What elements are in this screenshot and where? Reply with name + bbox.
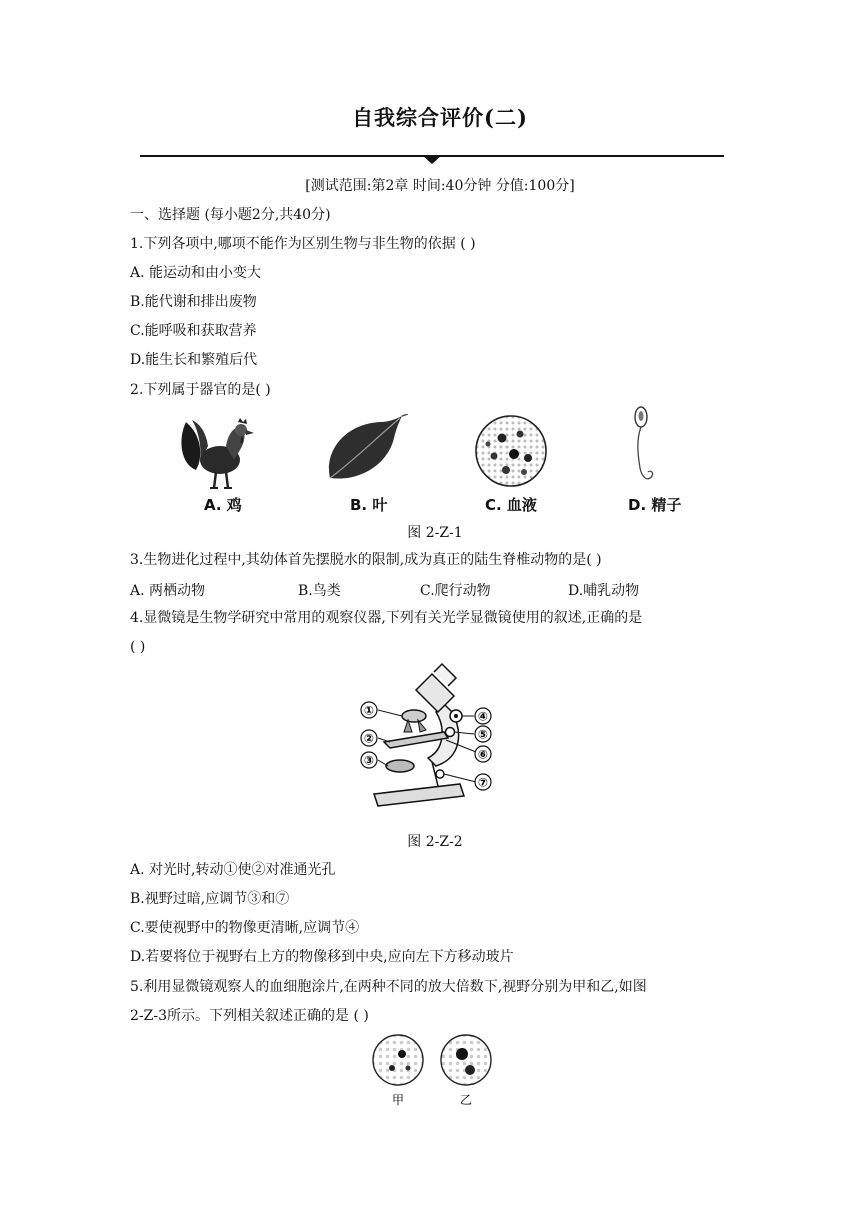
blood-cells-image [474,414,548,488]
figure-2-z-1-caption: 图 2-Z-1 [407,525,463,541]
section-heading: 一、选择题 (每小题2分,共40分) [130,207,331,223]
figure-2-z-2-caption: 图 2-Z-2 [407,834,463,850]
image-label-c: C. 血液 [485,496,537,514]
question-4-stem-line-2: ( ) [130,639,146,655]
view-label-yi: 乙 [459,1093,473,1107]
microscope-diagram [352,662,512,812]
question-1-option-b: B.能代谢和排出废物 [130,294,257,310]
sperm-image [624,404,664,488]
question-2-stem: 2.下列属于器官的是( ) [130,382,271,398]
question-3-option-a: A. 两栖动物 [130,583,206,599]
part-label-7: ⑦ [477,775,489,790]
blood-smear-views [370,1032,496,1112]
divider-notch [423,156,441,164]
image-label-d: D. 精子 [628,496,682,514]
question-4-option-a: A. 对光时,转动①使②对准通光孔 [130,862,336,878]
question-1-option-d: D.能生长和繁殖后代 [130,352,258,368]
question-4-stem-line-1: 4.显微镜是生物学研究中常用的观察仪器,下列有关光学显微镜使用的叙述,正确的是 [130,610,643,626]
question-1-stem: 1.下列各项中,哪项不能作为区别生物与非生物的依据 ( ) [130,236,476,252]
question-5-stem-line-1: 5.利用显微镜观察人的血细胞涂片,在两种不同的放大倍数下,视野分别为甲和乙,如图 [130,979,647,995]
part-label-6: ⑥ [477,747,489,762]
question-4-option-d: D.若要将位于视野右上方的物像移到中央,应向左下方移动玻片 [130,949,514,965]
question-3-option-d: D.哺乳动物 [568,583,640,599]
image-label-b: B. 叶 [350,496,388,514]
rooster-image [178,416,258,492]
view-label-jia: 甲 [391,1093,405,1107]
part-label-3: ③ [363,753,375,768]
part-label-2: ② [363,731,375,746]
page-title: 自我综合评价(二) [352,105,528,130]
part-label-4: ④ [477,709,489,724]
question-4-option-c: C.要使视野中的物像更清晰,应调节④ [130,920,360,936]
image-label-a: A. 鸡 [204,496,242,514]
part-label-5: ⑤ [477,727,489,742]
leaf-image [322,414,408,484]
test-info: [测试范围:第2章 时间:40分钟 分值:100分] [305,178,575,194]
question-1-option-c: C.能呼吸和获取营养 [130,323,257,339]
question-3-option-c: C.爬行动物 [420,583,491,599]
question-5-stem-line-2: 2-Z-3所示。下列相关叙述正确的是 ( ) [130,1008,369,1024]
question-3-stem: 3.生物进化过程中,其幼体首先摆脱水的限制,成为真正的陆生脊椎动物的是( ) [130,552,602,568]
part-label-1: ① [363,703,375,718]
question-1-option-a: A. 能运动和由小变大 [130,265,262,281]
question-3-option-b: B.鸟类 [298,583,341,599]
question-4-option-b: B.视野过暗,应调节③和⑦ [130,891,290,907]
